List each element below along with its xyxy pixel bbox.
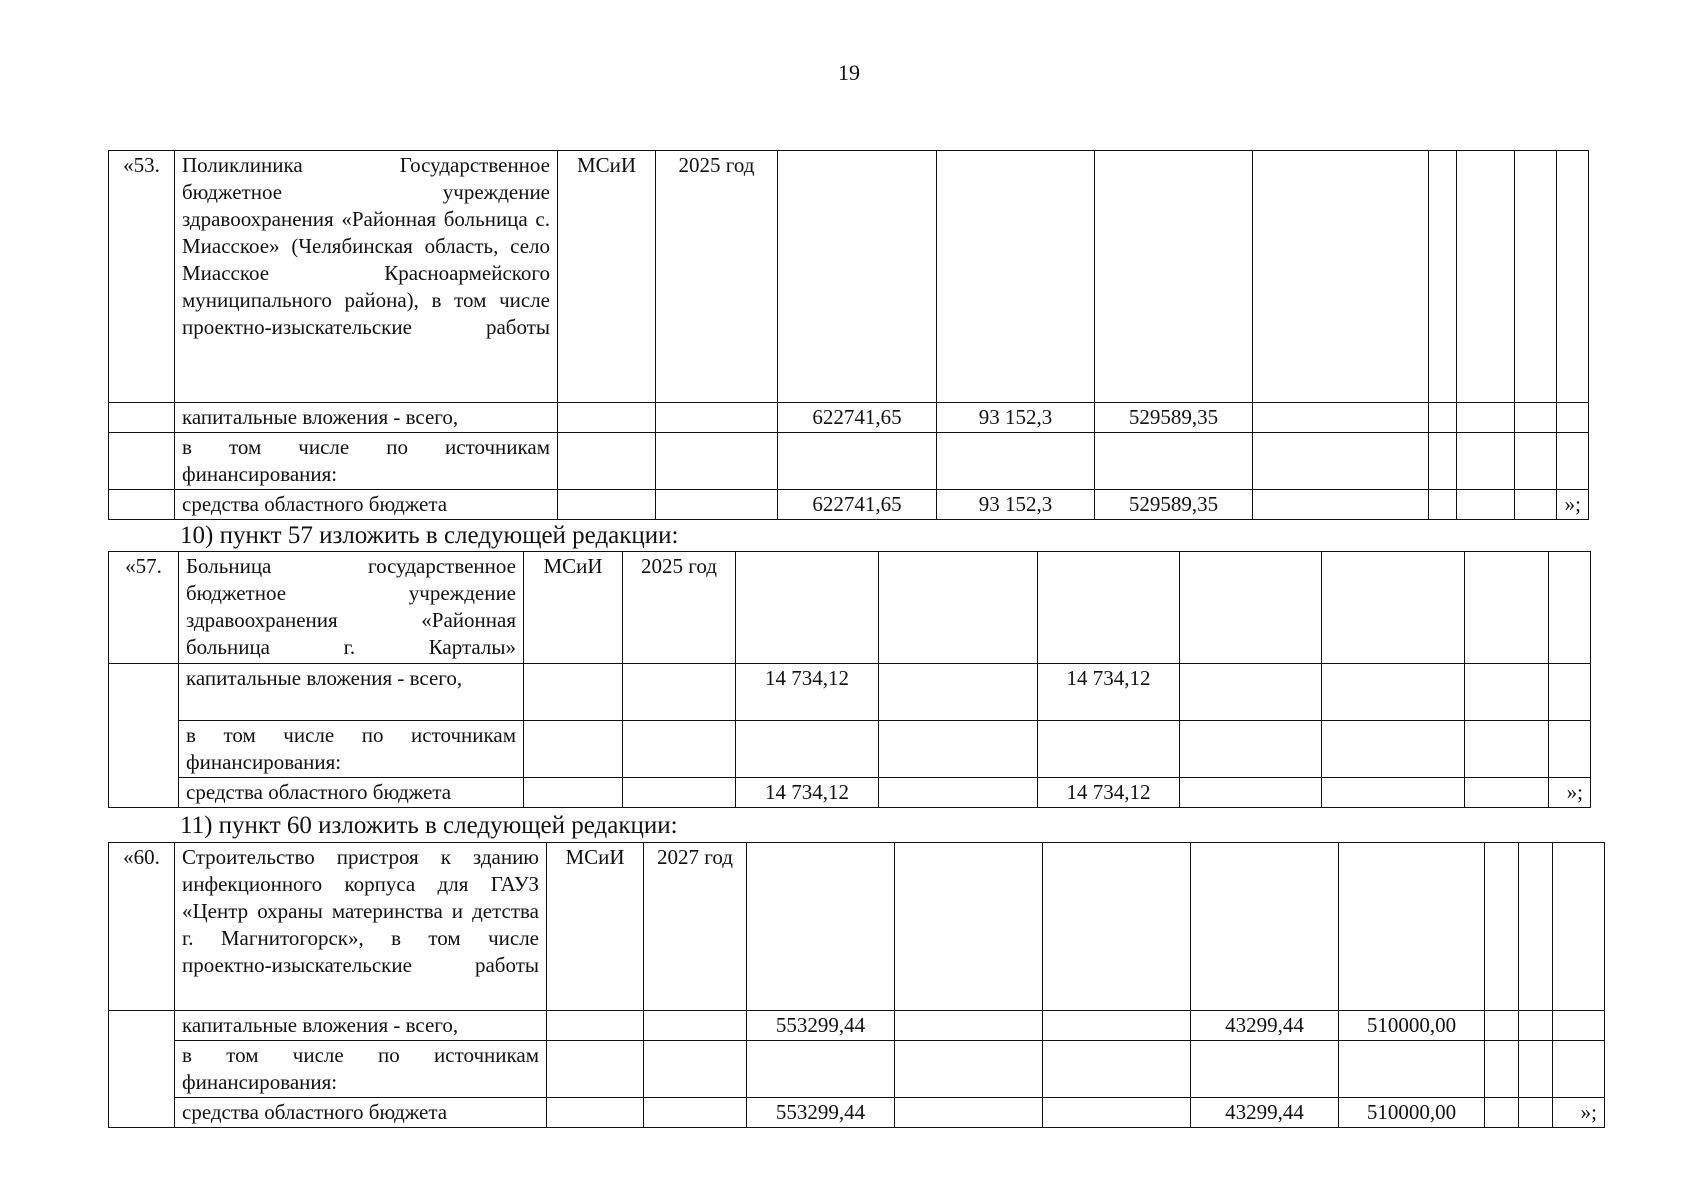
table-row xyxy=(109,552,1591,664)
ministry-cell: МСиИ xyxy=(524,552,623,664)
year-cell: 2027 год xyxy=(644,843,747,1011)
value-cell: 510000,00 xyxy=(1339,1098,1485,1128)
closing-quote: »; xyxy=(1557,490,1589,520)
item-number: «57. xyxy=(109,552,179,664)
value-cell: 43299,44 xyxy=(1191,1098,1339,1128)
ministry-cell: МСиИ xyxy=(547,843,644,1011)
value-cell: 14 734,12 xyxy=(736,664,879,721)
object-title: Поликлиника Государственное бюджетное учреждение здравоохранения «Районная больница с. Миасское» (Челябинская область, село Миасское Красноармейского муниципального района), в том числе проектно-изыскательские работы xyxy=(175,151,558,403)
table-row xyxy=(109,778,1591,808)
value-cell: 43299,44 xyxy=(1191,1011,1339,1041)
table-row xyxy=(109,1011,1605,1041)
table-row xyxy=(109,843,1605,1011)
value-cell: 14 734,12 xyxy=(1038,664,1180,721)
row-label: средства областного бюджета xyxy=(175,1098,547,1128)
value-cell: 529589,35 xyxy=(1095,490,1253,520)
row-label: в том числе по источникам финансирования: xyxy=(179,721,524,778)
value-cell: 93 152,3 xyxy=(937,403,1095,433)
value-cell: 622741,65 xyxy=(778,490,937,520)
year-cell: 2025 год xyxy=(623,552,736,664)
value-cell: 510000,00 xyxy=(1339,1011,1485,1041)
object-title: Строительство пристроя к зданию инфекционного корпуса для ГАУЗ «Центр охраны материнства и детства г. Магнитогорск», в том числе проектно-изыскательские работы xyxy=(175,843,547,1011)
value-cell: 553299,44 xyxy=(747,1011,895,1041)
table-row xyxy=(109,721,1591,778)
amendment-heading: 11) пункт 60 изложить в следующей редакции: xyxy=(180,812,678,839)
table-row xyxy=(109,664,1591,721)
object-title: Больница государственное бюджетное учреждение здравоохранения «Районная больница г. Карталы» xyxy=(179,552,524,664)
value-cell: 529589,35 xyxy=(1095,403,1253,433)
row-label: капитальные вложения - всего, xyxy=(175,403,558,433)
table-row xyxy=(109,1098,1605,1128)
year-cell: 2025 год xyxy=(656,151,778,403)
item-number: «53. xyxy=(109,151,175,403)
value-cell: 622741,65 xyxy=(778,403,937,433)
budget-table-item-53 xyxy=(108,150,1589,520)
row-label: в том числе по источникам финансирования: xyxy=(175,433,558,490)
table-row xyxy=(109,1041,1605,1098)
page-number: 19 xyxy=(838,60,860,85)
amendment-heading: 10) пункт 57 изложить в следующей редакции: xyxy=(180,522,679,549)
budget-table-item-57 xyxy=(108,551,1591,808)
budget-table-item-60 xyxy=(108,842,1605,1128)
table-row xyxy=(109,490,1589,520)
item-number: «60. xyxy=(109,843,175,1011)
value-cell: 14 734,12 xyxy=(736,778,879,808)
row-label: средства областного бюджета xyxy=(175,490,558,520)
value-cell: 93 152,3 xyxy=(937,490,1095,520)
table-row xyxy=(109,151,1589,403)
row-label: в том числе по источникам финансирования: xyxy=(175,1041,547,1098)
row-label: капитальные вложения - всего, xyxy=(175,1011,547,1041)
value-cell: 14 734,12 xyxy=(1038,778,1180,808)
table-row xyxy=(109,433,1589,490)
row-label: капитальные вложения - всего, xyxy=(179,664,524,721)
closing-quote: »; xyxy=(1553,1098,1605,1128)
ministry-cell: МСиИ xyxy=(558,151,656,403)
closing-quote: »; xyxy=(1549,778,1591,808)
row-label: средства областного бюджета xyxy=(179,778,524,808)
value-cell: 553299,44 xyxy=(747,1098,895,1128)
table-row xyxy=(109,403,1589,433)
